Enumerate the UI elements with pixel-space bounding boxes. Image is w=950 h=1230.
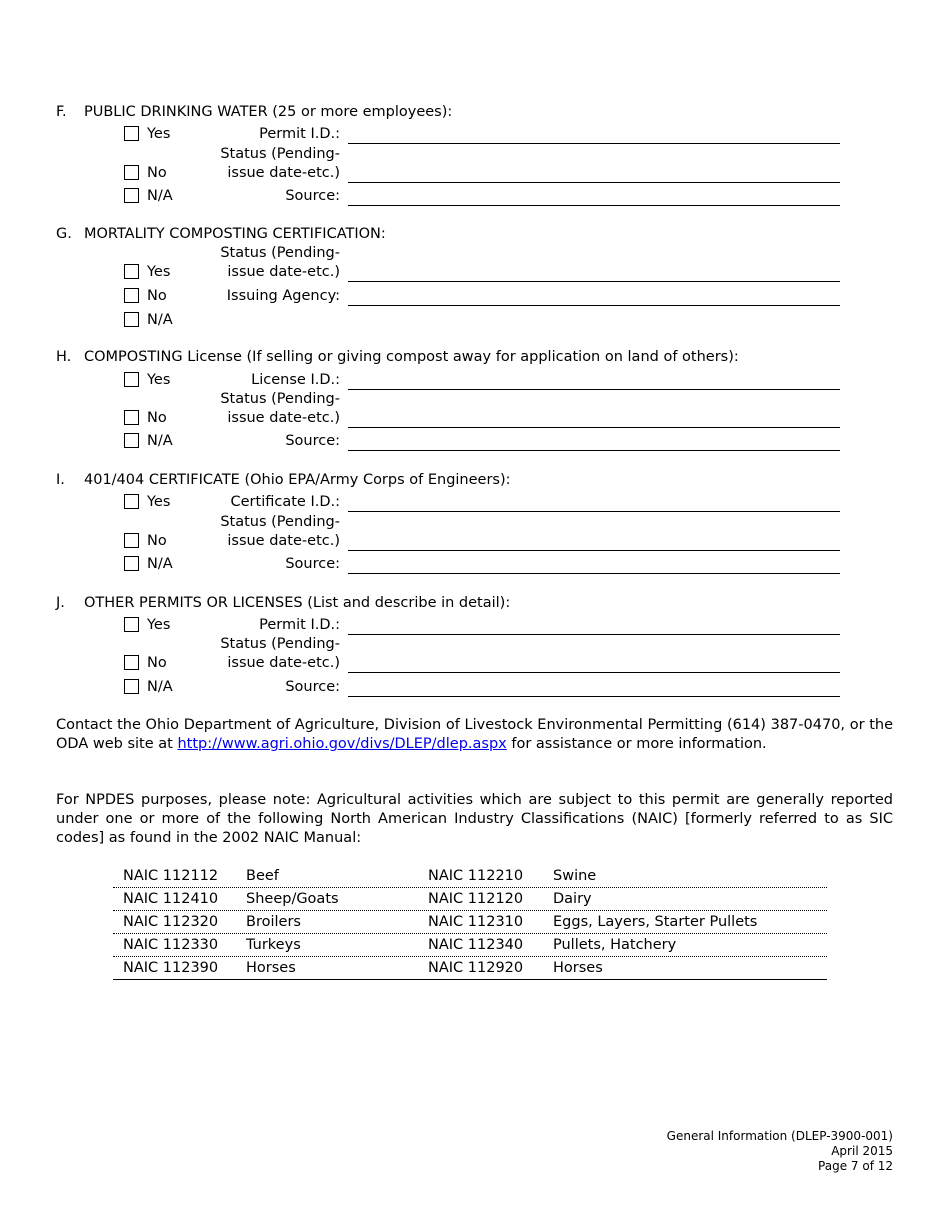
contact-text: Contact the Ohio Department of Agriculture, Division of Livestock Environmental Permitting (614) 387-0470, or the ODA web site at [56,717,893,752]
naic-code: NAIC 112210 [428,868,524,884]
field-input-line[interactable] [348,205,840,206]
checkbox-no[interactable] [124,533,139,548]
field-label: Issuing Agency: [226,288,340,304]
checkbox-na[interactable] [124,312,139,327]
checkbox-label: No [147,288,167,304]
field-input-line[interactable] [348,182,840,183]
page-footer [667,1129,893,1174]
field-label: Status (Pending- [220,514,340,530]
field-input-line[interactable] [348,427,840,428]
field-label: issue date-etc.) [227,533,340,549]
npdes-paragraph: For NPDES purposes, please note: Agricultural activities which are subject to this permit are generally reported under one or more of the following North American Industry Classifications (NAIC) [formerly referred to as SIC codes] as found in the 2002 NAIC Manual: [56,792,893,846]
field-input-line[interactable] [348,450,840,451]
field-input-line[interactable] [348,672,840,673]
section-title: COMPOSTING License (If selling or giving compost away for application on land of others): [84,349,739,365]
naic-description: Pullets, Hatchery [553,937,677,953]
naic-description: Turkeys [246,937,301,953]
naic-code: NAIC 112410 [123,891,219,907]
checkbox-label: No [147,410,167,426]
section-letter: J. [56,595,65,611]
naic-code: NAIC 112320 [123,914,219,930]
field-label: Source: [285,556,340,572]
contact-text-end: for assistance or more information. [506,736,767,752]
field-label: Status (Pending- [220,391,340,407]
field-input-line[interactable] [348,634,840,635]
table-row [113,911,827,934]
field-input-line[interactable] [348,281,840,282]
field-input-line[interactable] [348,305,840,306]
checkbox-label: No [147,655,167,671]
section-title: 401/404 CERTIFICATE (Ohio EPA/Army Corps of Engineers): [84,472,511,488]
checkbox-na[interactable] [124,188,139,203]
checkbox-label: No [147,165,167,181]
field-label: issue date-etc.) [227,264,340,280]
checkbox-label: N/A [147,188,173,204]
field-label: Source: [285,679,340,695]
checkbox-label: Yes [147,617,171,633]
field-label: issue date-etc.) [227,655,340,671]
naic-description: Broilers [246,914,301,930]
field-label: Permit I.D.: [259,617,340,633]
naic-code: NAIC 112310 [428,914,524,930]
section-title: PUBLIC DRINKING WATER (25 or more employees): [84,104,453,120]
checkbox-label: N/A [147,679,173,695]
naic-description: Horses [553,960,603,976]
checkbox-na[interactable] [124,433,139,448]
checkbox-yes[interactable] [124,126,139,141]
table-row [113,865,827,888]
field-input-line[interactable] [348,550,840,551]
checkbox-label: N/A [147,312,173,328]
naic-description: Dairy [553,891,592,907]
field-label: Source: [285,188,340,204]
checkbox-no[interactable] [124,288,139,303]
contact-paragraph [56,716,893,754]
field-input-line[interactable] [348,511,840,512]
table-row [113,888,827,911]
section-letter: G. [56,226,72,242]
naic-description: Swine [553,868,597,884]
table-row [113,934,827,957]
checkbox-no[interactable] [124,165,139,180]
checkbox-yes[interactable] [124,494,139,509]
checkbox-label: N/A [147,433,173,449]
field-label: issue date-etc.) [227,410,340,426]
footer-date: April 2015 [831,1144,893,1158]
field-label: Status (Pending- [220,636,340,652]
naic-description: Beef [246,868,279,884]
checkbox-yes[interactable] [124,617,139,632]
field-label: Permit I.D.: [259,126,340,142]
checkbox-no[interactable] [124,410,139,425]
naic-code: NAIC 112390 [123,960,219,976]
section-letter: I. [56,472,65,488]
naic-description: Sheep/Goats [246,891,339,907]
field-label: Source: [285,433,340,449]
field-input-line[interactable] [348,143,840,144]
field-label: License I.D.: [251,372,340,388]
naic-code: NAIC 112340 [428,937,524,953]
table-row [113,957,827,980]
footer-page-number: Page 7 of 12 [818,1159,893,1173]
checkbox-label: Yes [147,372,171,388]
field-input-line[interactable] [348,573,840,574]
footer-form-id: General Information (DLEP-3900-001) [666,1129,893,1143]
naic-code: NAIC 112120 [428,891,524,907]
checkbox-yes[interactable] [124,372,139,387]
section-title: OTHER PERMITS OR LICENSES (List and describe in detail): [84,595,511,611]
checkbox-label: Yes [147,264,171,280]
field-input-line[interactable] [348,696,840,697]
field-input-line[interactable] [348,389,840,390]
naic-description: Eggs, Layers, Starter Pullets [553,914,758,930]
naic-code: NAIC 112112 [123,868,219,884]
naic-table [113,865,827,980]
section-letter: F. [56,104,67,120]
section-title: MORTALITY COMPOSTING CERTIFICATION: [84,226,386,242]
naic-description: Horses [246,960,296,976]
checkbox-label: N/A [147,556,173,572]
checkbox-label: No [147,533,167,549]
field-label: Status (Pending- [220,245,340,261]
field-label: Status (Pending- [220,146,340,162]
checkbox-no[interactable] [124,655,139,670]
field-label: Certificate I.D.: [230,494,340,510]
field-label: issue date-etc.) [227,165,340,181]
naic-code: NAIC 112920 [428,960,524,976]
checkbox-yes[interactable] [124,264,139,279]
dlep-website-link[interactable]: http://www.agri.ohio.gov/divs/DLEP/dlep.aspx [177,736,507,752]
checkbox-label: Yes [147,126,171,142]
checkbox-label: Yes [147,494,171,510]
checkbox-na[interactable] [124,679,139,694]
section-letter: H. [56,349,72,365]
naic-code: NAIC 112330 [123,937,219,953]
checkbox-na[interactable] [124,556,139,571]
